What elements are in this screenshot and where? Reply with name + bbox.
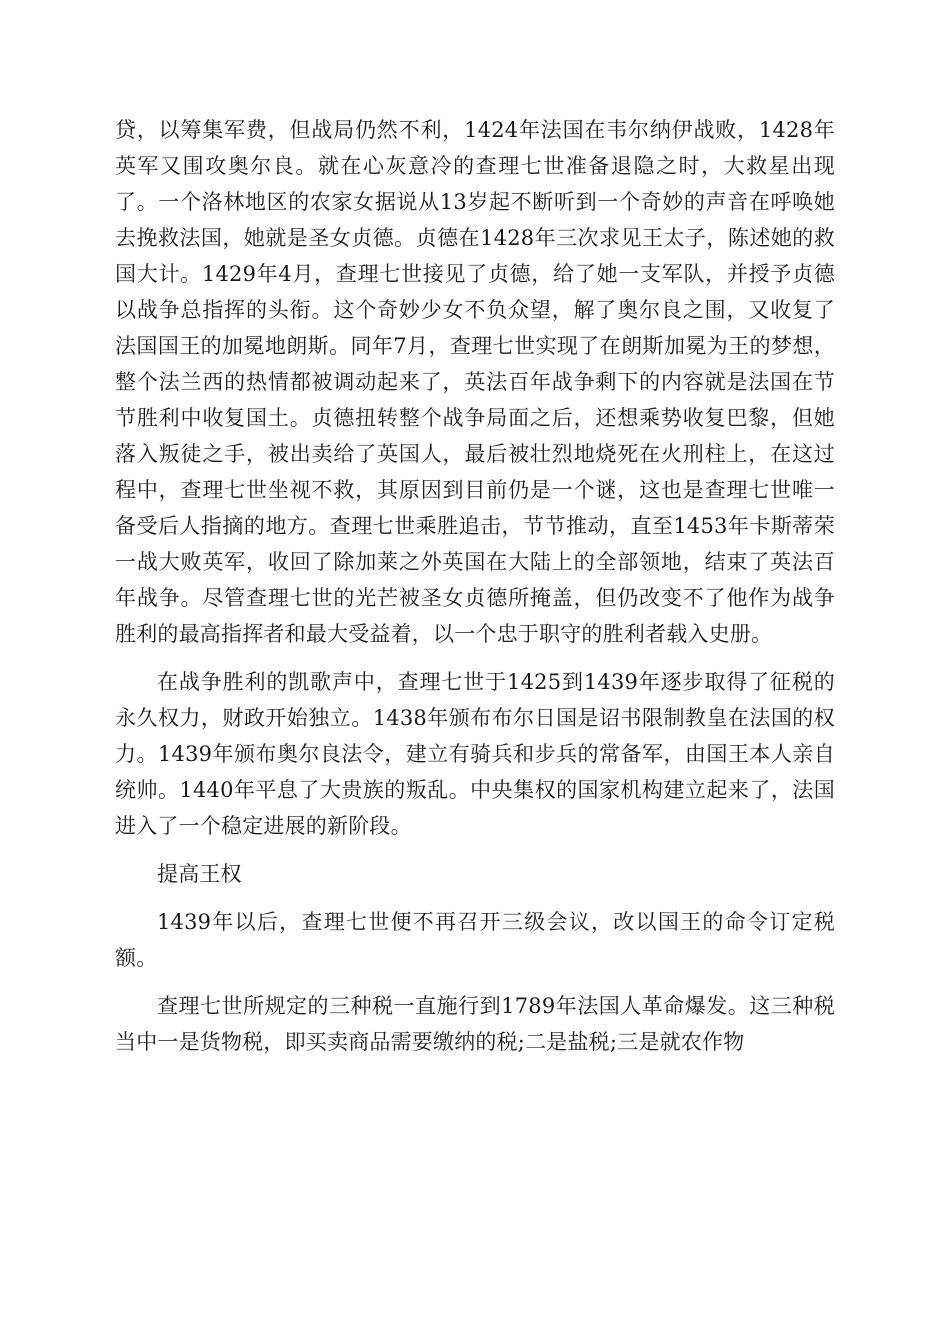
paragraph-tax-and-military-reform: 在战争胜利的凯歌声中，查理七世于1425到1439年逐步取得了征税的永久权力，财政开始独立。1438年颁布布尔日国是诏书限制教皇在法国的权力。1439年颁布奥尔良法令，建立有骑兵和步兵的常备军，由国王本人亲自统帅。1440年平息了大贵族的叛乱。中央集权的国家机构建立起来了，法国进入了一个稳定进展的新阶段。	[115, 670, 835, 838]
paragraph-estates-general: 1439年以后，查理七世便不再召开三级会议，改以国王的命令订定税额。	[115, 910, 835, 970]
paragraph-three-taxes: 查理七世所规定的三种税一直施行到1789年法国人革命爆发。这三种税当中一是货物税，即买卖商品需要缴纳的税;二是盐税;三是就农作物	[115, 994, 835, 1054]
document-body	[115, 112, 835, 1060]
paragraph-hundred-years-war: 贷，以筹集军费，但战局仍然不利，1424年法国在韦尔纳伊战败，1428年英军又围攻奥尔良。就在心灰意冷的查理七世准备退隐之时，大救星出现了。一个洛林地区的农家女据说从13岁起不断听到一个奇妙的声音在呼唤她去挽救法国，她就是圣女贞德。贞德在1428年三次求见王太子，陈述她的救国大计。1429年4月，查理七世接见了贞德，给了她一支军队，并授予贞德以战争总指挥的头衔。这个奇妙少女不负众望，解了奥尔良之围，又收复了法国国王的加冕地朗斯。同年7月，查理七世实现了在朗斯加冕为王的梦想，整个法兰西的热情都被调动起来了，英法百年战争剩下的内容就是法国在节节胜利中收复国土。贞德扭转整个战争局面之后，还想乘势收复巴黎，但她落入叛徒之手，被出卖给了英国人，最后被壮烈地烧死在火刑柱上，在这过程中，查理七世坐视不救，其原因到目前仍是一个谜，这也是查理七世唯一备受后人指摘的地方。查理七世乘胜追击，节节推动，直至1453年卡斯蒂荣一战大败英军，收回了除加莱之外英国在大陆上的全部领地，结束了英法百年战争。尽管查理七世的光芒被圣女贞德所掩盖，但仍改变不了他作为战争胜利的最高指挥者和最大受益着，以一个忠于职守的胜利者载入史册。	[115, 118, 835, 646]
section-heading-raise-royal-power: 提高王权	[157, 862, 242, 886]
